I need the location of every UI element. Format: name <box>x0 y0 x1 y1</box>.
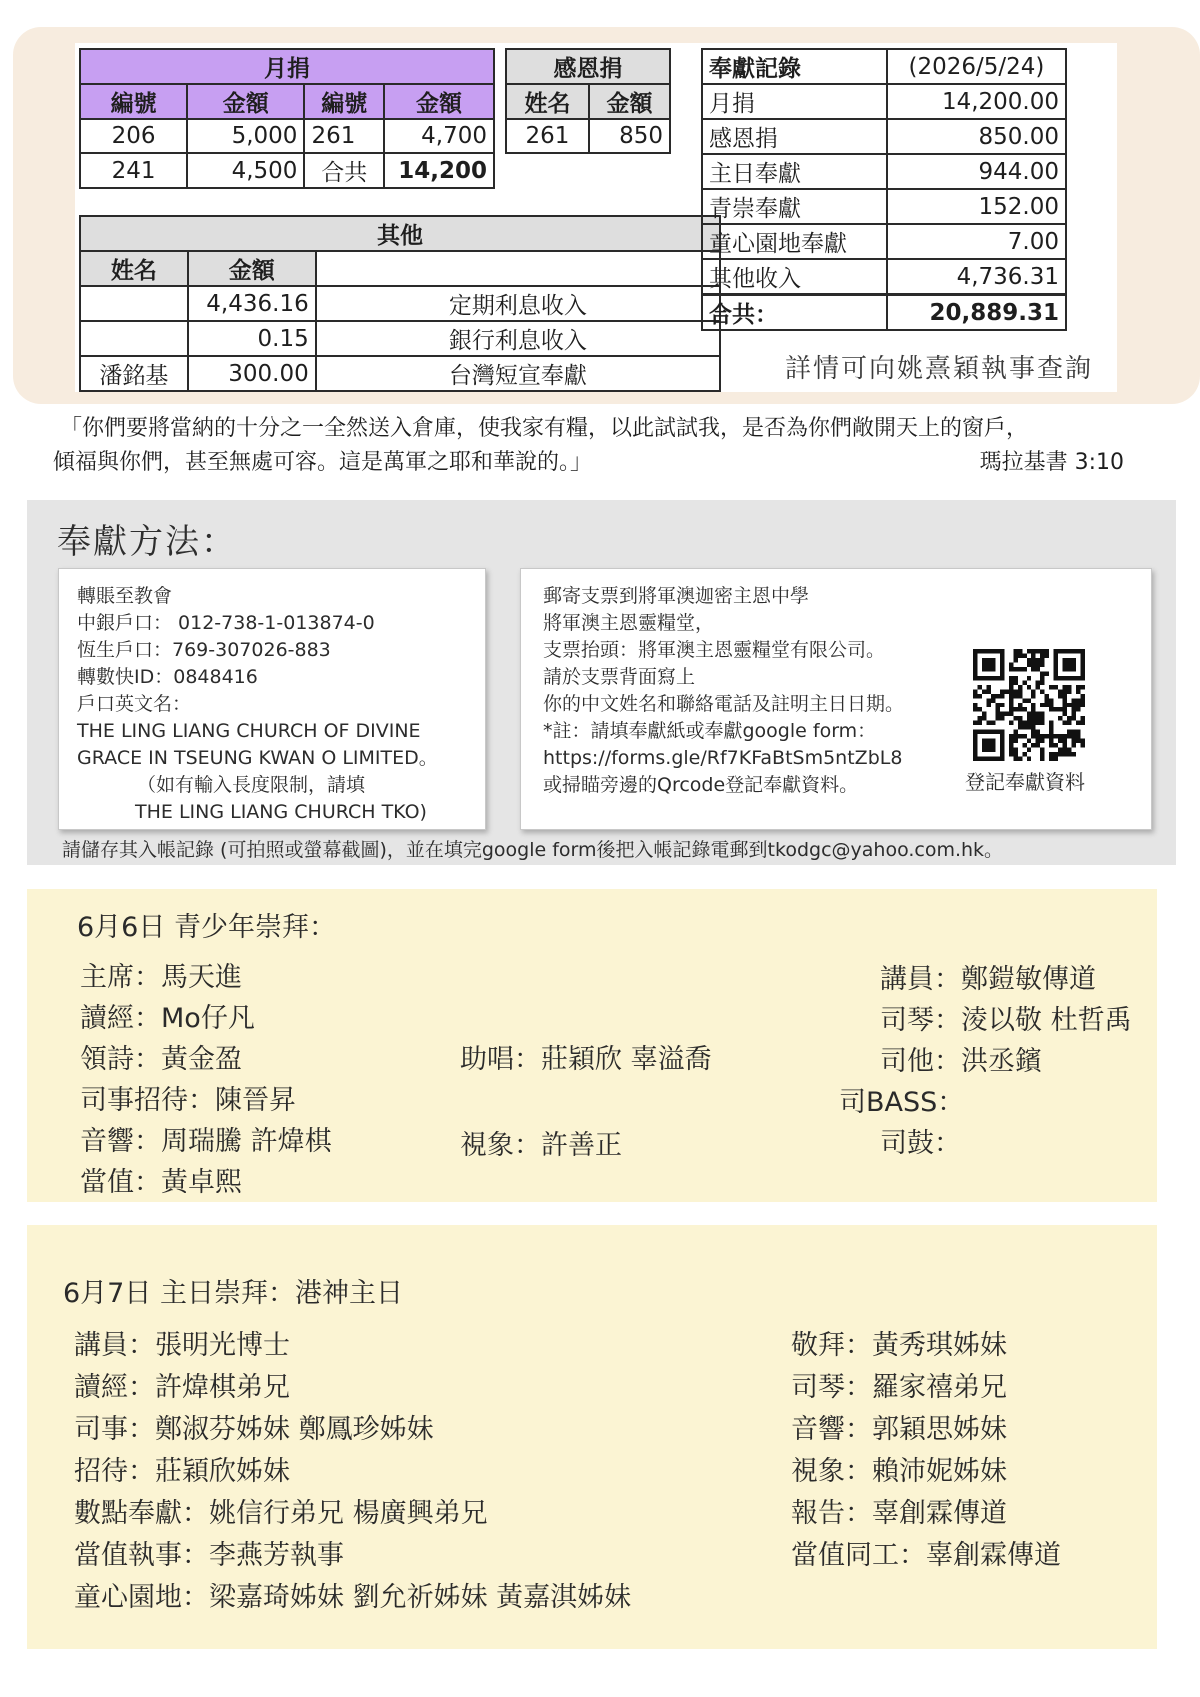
offering-tables-area <box>75 43 1117 392</box>
table-row <box>80 321 720 356</box>
sunday-right-item: 視象：賴沛妮姊妹 <box>791 1456 1007 1487</box>
youth-worship-leader: 領詩：黃金盈 <box>80 1044 242 1075</box>
record-value: 152.00 <box>887 189 1066 224</box>
record-value: 14,200.00 <box>887 84 1066 119</box>
record-value: 944.00 <box>887 154 1066 189</box>
table-row <box>702 189 1066 224</box>
others-cell: 定期利息收入 <box>316 286 720 321</box>
others-cell: 0.15 <box>188 321 316 356</box>
sunday-left-item: 招待：莊穎欣姊妹 <box>74 1456 290 1487</box>
cheque-line: 或掃瞄旁邊的Qrcode登記奉獻資料。 <box>543 774 859 796</box>
sunday-left-item: 童心園地：梁嘉琦姊妹 劉允祈姊妹 黃嘉淇姊妹 <box>74 1582 632 1613</box>
cheque-line: 郵寄支票到將軍澳迦密主恩中學 <box>543 585 810 607</box>
thanks-cell: 261 <box>506 119 589 153</box>
verse-reference: 瑪拉基書 3:10 <box>979 450 1124 475</box>
others-cell: 潘銘基 <box>80 356 188 391</box>
enquiry-note: 詳情可向姚熹穎執事查詢 <box>785 354 1094 384</box>
record-value: 4,736.31 <box>887 259 1066 295</box>
monthly-header-amount-1: 金額 <box>187 84 304 119</box>
cheque-line: 支票抬頭：將軍澳主恩靈糧堂有限公司。 <box>543 639 886 661</box>
monthly-header-id-2: 編號 <box>304 84 384 119</box>
others-cell: 4,436.16 <box>188 286 316 321</box>
record-label: 月捐 <box>702 84 887 119</box>
monthly-cell: 261 <box>304 119 384 153</box>
monthly-cell: 206 <box>80 119 187 153</box>
sunday-left-item: 數點奉獻：姚信行弟兄 楊廣興弟兄 <box>74 1498 488 1529</box>
record-date: (2026/5/24) <box>887 49 1066 84</box>
offering-record-table <box>701 48 1067 331</box>
table-row <box>702 119 1066 154</box>
record-total-label: 合共： <box>702 295 887 331</box>
google-form-link[interactable]: https://forms.gle/Rf7KFaBtSm5ntZbL8 <box>543 747 903 769</box>
sunday-worship-panel <box>27 1225 1157 1649</box>
youth-sound: 音響：周瑞騰 許煒棋 <box>80 1126 332 1157</box>
bank-transfer-box <box>58 568 486 830</box>
cheque-line: 請於支票背面寫上 <box>543 666 696 688</box>
record-title: 奉獻記錄 <box>702 49 887 84</box>
verse-line-2: 傾福與你們，甚至無處可容。這是萬軍之耶和華說的。」 <box>53 450 593 475</box>
table-row <box>702 224 1066 259</box>
other-income-table <box>79 215 721 392</box>
table-row <box>80 356 720 391</box>
thanks-table-title: 感恩捐 <box>506 49 670 84</box>
sunday-left-item: 講員：張明光博士 <box>74 1330 290 1361</box>
record-value: 7.00 <box>887 224 1066 259</box>
monthly-cell: 4,500 <box>187 153 304 188</box>
giving-title: 奉獻方法： <box>57 522 237 562</box>
cheque-line: *註：請填奉獻紙或奉獻google form： <box>543 720 877 742</box>
record-label: 青崇奉獻 <box>702 189 887 224</box>
cheque-box <box>520 568 1152 830</box>
sunday-right-item: 音響：郭穎思姊妹 <box>791 1414 1007 1445</box>
transfer-line: 轉賬至教會 <box>77 585 173 607</box>
transfer-line: THE LING LIANG CHURCH OF DIVINE <box>77 720 421 742</box>
record-label: 其他收入 <box>702 259 887 295</box>
giving-email-note: 請儲存其入帳記錄 (可拍照或螢幕截圖)，並在填完google form後把入帳記錄電郵到tkodgc@yahoo.com.hk。 <box>62 839 1004 861</box>
monthly-total-value: 14,200 <box>384 153 494 188</box>
table-row <box>702 154 1066 189</box>
others-cell: 銀行利息收入 <box>316 321 720 356</box>
cheque-line: 將軍澳主恩靈糧堂， <box>543 612 715 634</box>
youth-visual: 視象：許善正 <box>460 1130 622 1161</box>
sunday-worship-title: 6月7日 主日崇拜：港神主日 <box>63 1278 403 1309</box>
youth-backing-vocal: 助唱：莊穎欣 辜溢喬 <box>460 1044 712 1075</box>
others-cell <box>80 286 188 321</box>
sunday-right-item: 報告：辜創霖傳道 <box>791 1498 1007 1529</box>
record-label: 童心園地奉獻 <box>702 224 887 259</box>
thanks-header-amount: 金額 <box>589 84 670 119</box>
others-header-blank <box>316 251 720 286</box>
monthly-cell: 241 <box>80 153 187 188</box>
sunday-right-item: 司琴：羅家禧弟兄 <box>791 1372 1007 1403</box>
table-row <box>80 153 494 188</box>
thanksgiving-offering-table <box>505 48 671 154</box>
transfer-line: （如有輸入長度限制，請填 <box>137 774 366 796</box>
scripture-verse <box>53 412 1124 480</box>
youth-worship-panel <box>27 889 1157 1202</box>
table-row <box>702 259 1066 295</box>
youth-duty: 當值：黃卓熙 <box>80 1167 242 1198</box>
giving-methods-panel <box>27 500 1176 865</box>
transfer-line: THE LING LIANG CHURCH TKO) <box>135 801 427 823</box>
others-cell: 300.00 <box>188 356 316 391</box>
others-header-amount: 金額 <box>188 251 316 286</box>
thanks-header-name: 姓名 <box>506 84 589 119</box>
youth-bass: 司BASS： <box>839 1087 965 1118</box>
record-label: 感恩捐 <box>702 119 887 154</box>
record-label: 主日奉獻 <box>702 154 887 189</box>
record-value: 850.00 <box>887 119 1066 154</box>
thanks-cell: 850 <box>589 119 670 153</box>
youth-reading: 讀經：Mo仔凡 <box>80 1003 255 1034</box>
youth-chair: 主席：馬天進 <box>80 962 242 993</box>
youth-usher: 司事招待：陳晉昇 <box>80 1085 296 1116</box>
monthly-cell: 4,700 <box>384 119 494 153</box>
monthly-header-amount-2: 金額 <box>384 84 494 119</box>
transfer-line: 戶口英文名： <box>77 693 192 715</box>
sunday-left-item: 司事：鄭淑芬姊妹 鄭鳳珍姊妹 <box>74 1414 434 1445</box>
transfer-line: 中銀戶口： 012-738-1-013874-0 <box>77 612 375 634</box>
record-total-value: 20,889.31 <box>887 295 1066 331</box>
transfer-line: GRACE IN TSEUNG KWAN O LIMITED。 <box>77 747 438 769</box>
youth-worship-title: 6月6日 青少年崇拜： <box>77 912 336 943</box>
sunday-right-item: 敬拜：黃秀琪姊妹 <box>791 1330 1007 1361</box>
table-row <box>506 119 670 153</box>
others-header-name: 姓名 <box>80 251 188 286</box>
monthly-header-id-1: 編號 <box>80 84 187 119</box>
monthly-cell: 5,000 <box>187 119 304 153</box>
monthly-offering-table <box>79 48 495 189</box>
sunday-right-item: 當值同工：辜創霖傳道 <box>791 1540 1061 1571</box>
youth-drum: 司鼓： <box>880 1128 961 1159</box>
monthly-total-label: 合共 <box>304 153 384 188</box>
table-row <box>702 295 1066 331</box>
transfer-line: 恆生戶口：769-307026-883 <box>77 639 331 661</box>
youth-piano: 司琴：淩以敬 杜哲禹 <box>880 1005 1132 1036</box>
youth-speaker: 講員：鄭鎧敏傳道 <box>880 964 1096 995</box>
transfer-line: 轉數快ID：0848416 <box>77 666 258 688</box>
youth-guitar: 司他：洪丞鑌 <box>880 1046 1042 1077</box>
others-cell <box>80 321 188 356</box>
table-row <box>80 286 720 321</box>
others-table-title: 其他 <box>80 216 720 251</box>
cheque-line: 你的中文姓名和聯絡電話及註明主日日期。 <box>543 693 905 715</box>
verse-line-1: 「你們要將當納的十分之一全然送入倉庫，使我家有糧，以此試試我，是否為你們敞開天上的窗戶， <box>60 416 1029 441</box>
others-cell: 台灣短宣奉獻 <box>316 356 720 391</box>
qr-code-label: 登記奉獻資料 <box>965 770 1085 794</box>
sunday-left-item: 讀經：許煒棋弟兄 <box>74 1372 290 1403</box>
table-row <box>702 84 1066 119</box>
monthly-table-title: 月捐 <box>80 49 494 84</box>
qr-code-icon[interactable] <box>973 649 1085 761</box>
sunday-left-item: 當值執事：李燕芳執事 <box>74 1540 344 1571</box>
table-row <box>80 119 494 153</box>
